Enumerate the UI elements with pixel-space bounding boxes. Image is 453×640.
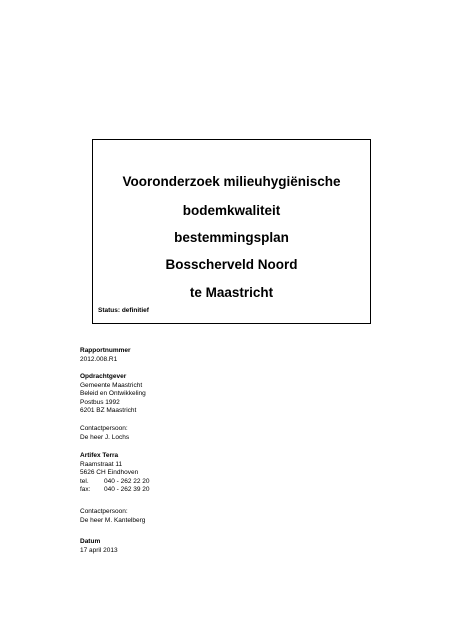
date-value: 17 april 2013 bbox=[80, 546, 118, 554]
title-line-4: Bosscherveld Noord bbox=[165, 257, 298, 272]
client-postal-city: 6201 BZ Maastricht bbox=[80, 407, 137, 415]
title-line-3: bestemmingsplan bbox=[174, 230, 289, 245]
contractor-contact-block bbox=[80, 508, 145, 525]
contractor-tel-label: tel. bbox=[80, 477, 89, 485]
contractor-street: Raamstraat 11 bbox=[80, 460, 123, 468]
title-box bbox=[92, 139, 371, 324]
date-label: Datum bbox=[80, 538, 101, 545]
report-number-label: Rapportnummer bbox=[80, 347, 131, 354]
contractor-label: Artifex Terra bbox=[80, 452, 119, 459]
client-contact-block bbox=[80, 425, 129, 442]
contractor-block bbox=[80, 452, 150, 495]
contractor-tel-row bbox=[80, 478, 150, 487]
client-contact-label: Contactpersoon: bbox=[80, 425, 128, 432]
contractor-contact-name: De heer M. Kantelberg bbox=[80, 516, 146, 524]
report-number-block bbox=[80, 347, 131, 364]
client-department: Beleid en Ontwikkeling bbox=[80, 390, 146, 398]
client-contact-name: De heer J. Lochs bbox=[80, 433, 130, 441]
title-line-1: Vooronderzoek milieuhygiënische bbox=[122, 174, 341, 189]
contractor-tel: 040 - 262 22 20 bbox=[104, 477, 150, 485]
title-line-2: bodemkwaliteit bbox=[182, 203, 281, 218]
contractor-fax: 040 - 262 39 20 bbox=[104, 486, 150, 494]
contractor-fax-label: fax: bbox=[80, 486, 91, 494]
status-label: Status: definitief bbox=[98, 307, 149, 314]
contractor-contact-label: Contactpersoon: bbox=[80, 508, 128, 515]
date-block bbox=[80, 538, 118, 555]
contractor-fax-row bbox=[80, 486, 150, 495]
report-number: 2012.008.R1 bbox=[80, 355, 118, 363]
title-line-5: te Maastricht bbox=[189, 285, 274, 300]
client-name: Gemeente Maastricht bbox=[80, 381, 143, 389]
client-pobox: Postbus 1992 bbox=[80, 398, 120, 406]
client-block bbox=[80, 373, 146, 416]
client-label: Opdrachtgever bbox=[80, 373, 127, 380]
contractor-postal-city: 5626 CH Eindhoven bbox=[80, 469, 139, 477]
